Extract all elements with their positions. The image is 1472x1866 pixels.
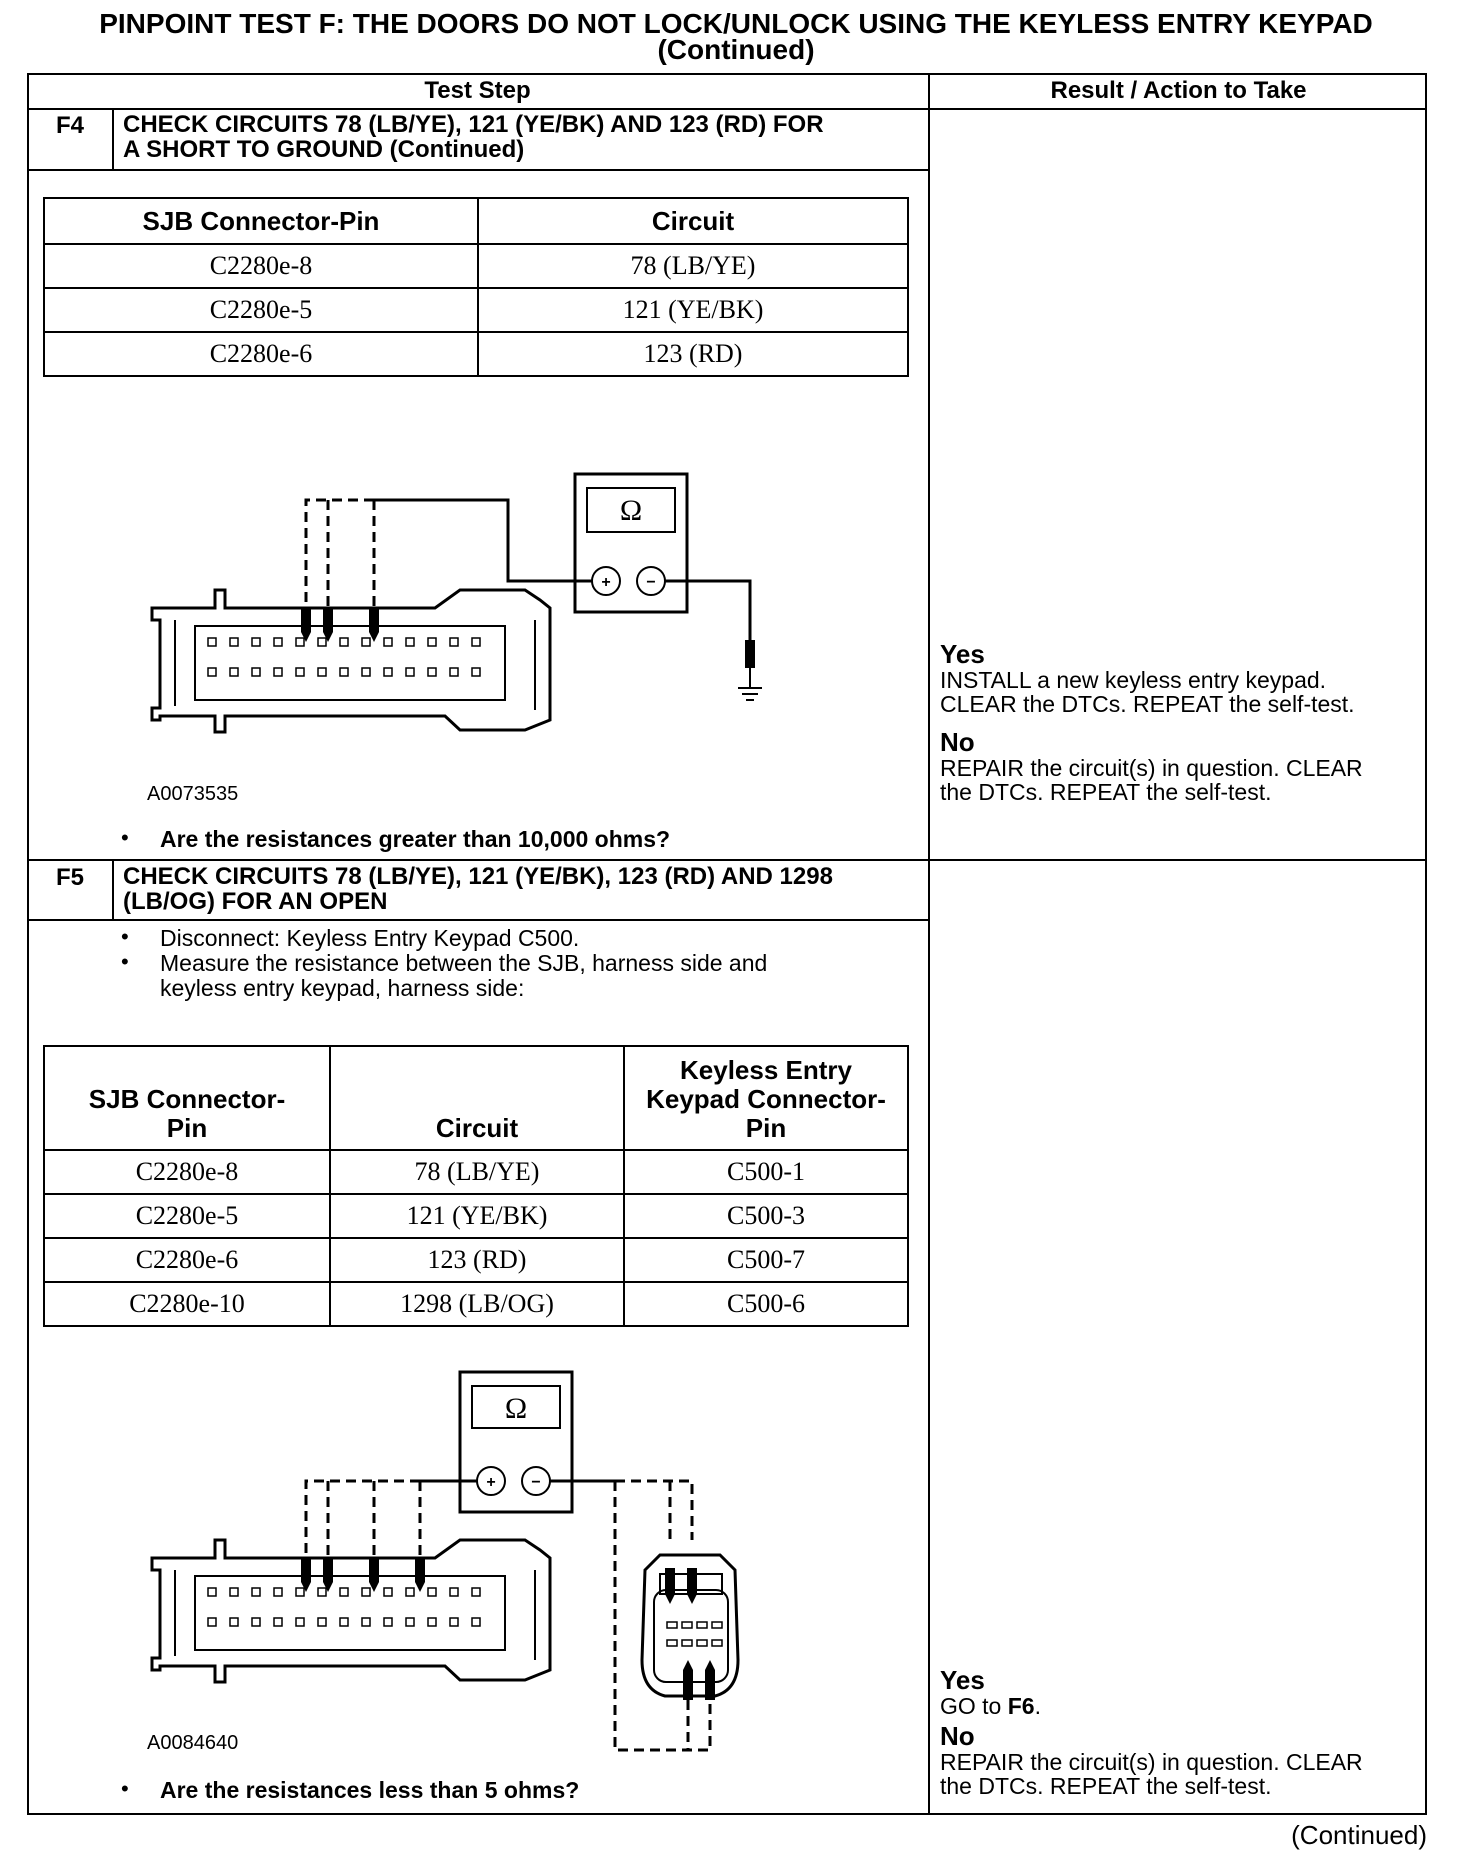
ground-probe-icon xyxy=(745,640,755,668)
f5-table-header-circuit: Circuit xyxy=(330,1046,624,1150)
f4-no-label: No xyxy=(940,727,975,757)
step-id-divider xyxy=(112,860,114,920)
sjb-connector-icon xyxy=(152,590,550,732)
f5-cell-circuit: 121 (YE/BK) xyxy=(330,1194,624,1238)
f5-yes-post: . xyxy=(1034,1693,1041,1719)
f4-step-title-line1: CHECK CIRCUITS 78 (LB/YE), 121 (YE/BK) AND 123 (RD) FOR xyxy=(123,111,824,138)
step-id-divider xyxy=(112,108,114,170)
f5-table-header-keypad-pin xyxy=(624,1046,908,1150)
header-test-step: Test Step xyxy=(424,77,531,104)
bullet-icon: • xyxy=(121,825,129,850)
f5-cell-circuit: 78 (LB/YE) xyxy=(330,1150,624,1194)
f5-cell-keypad-pin: C500-1 xyxy=(624,1150,908,1194)
f5-cell-sjb-pin: C2280e-6 xyxy=(44,1238,330,1282)
f5-yes-label: Yes xyxy=(940,1665,985,1695)
f5-yes-pre: GO to xyxy=(940,1693,1008,1719)
continued-footer: (Continued) xyxy=(1291,1820,1427,1850)
probe-tip-icon xyxy=(687,1568,697,1594)
f4-cell-circuit: 78 (LB/YE) xyxy=(478,244,908,288)
f5-bullet-measure-line1: Measure the resistance between the SJB, harness side and xyxy=(160,950,768,976)
f5-header-sjb-l1: SJB Connector- xyxy=(88,1084,286,1114)
f5-header-keypad-l2: Keypad Connector- xyxy=(646,1084,886,1114)
table-row xyxy=(44,288,908,332)
probe-tip-icon xyxy=(301,608,311,632)
f4-cell-circuit: 121 (YE/BK) xyxy=(478,288,908,332)
f4-yes-line2: CLEAR the DTCs. REPEAT the self-test. xyxy=(940,691,1355,717)
f4-table-header-circuit: Circuit xyxy=(478,198,908,244)
f5-cell-circuit: 1298 (LB/OG) xyxy=(330,1282,624,1326)
f5-wiring-diagram xyxy=(140,1360,780,1760)
bullet-icon: • xyxy=(121,1776,129,1801)
f5-cell-sjb-pin: C2280e-8 xyxy=(44,1150,330,1194)
f5-cell-keypad-pin: C500-6 xyxy=(624,1282,908,1326)
f5-cell-sjb-pin: C2280e-5 xyxy=(44,1194,330,1238)
f5-goto-link[interactable]: F6 xyxy=(1007,1693,1035,1719)
probe-tip-icon xyxy=(415,1558,425,1582)
svg-text:+: + xyxy=(486,1474,496,1491)
f5-cell-circuit: 123 (RD) xyxy=(330,1238,624,1282)
f5-cell-sjb-pin: C2280e-10 xyxy=(44,1282,330,1326)
f5-yes-line xyxy=(940,1694,1420,1718)
f5-circuit-table xyxy=(43,1045,909,1327)
header-result: Result / Action to Take xyxy=(1050,77,1307,104)
table-row xyxy=(44,1194,908,1238)
f4-figure-id: A0073535 xyxy=(147,783,239,805)
probe-tip-icon xyxy=(301,1558,311,1582)
probe-tip-icon xyxy=(323,608,333,632)
f5-table-header-sjb-pin xyxy=(44,1046,330,1150)
f4-step-title-line2: A SHORT TO GROUND (Continued) xyxy=(123,136,525,163)
f4-cell-circuit: 123 (RD) xyxy=(478,332,908,376)
f5-bullet-disconnect: Disconnect: Keyless Entry Keypad C500. xyxy=(160,925,580,951)
f5-step-id: F5 xyxy=(55,864,84,891)
table-row xyxy=(44,332,908,376)
bullet-icon: • xyxy=(121,949,129,974)
f4-wiring-diagram xyxy=(140,460,780,760)
f4-title-divider xyxy=(27,169,929,171)
f4-cell-pin: C2280e-6 xyxy=(44,332,478,376)
probe-tip-icon xyxy=(705,1670,715,1700)
f4-cell-pin: C2280e-5 xyxy=(44,288,478,332)
ohm-symbol: Ω xyxy=(504,1392,528,1425)
f4-result xyxy=(940,640,1420,804)
f5-no-label: No xyxy=(940,1721,975,1751)
f4-yes-line1: INSTALL a new keyless entry keypad. xyxy=(940,667,1327,693)
f5-bullet-measure-line2: keyless entry keypad, harness side: xyxy=(160,975,525,1001)
f4-no-line2: the DTCs. REPEAT the self-test. xyxy=(940,779,1272,805)
f4-step-id: F4 xyxy=(55,112,84,139)
f4-circuit-table xyxy=(43,197,909,377)
f4-f5-divider xyxy=(27,859,1427,861)
f5-title-divider xyxy=(27,919,929,921)
f5-cell-keypad-pin: C500-3 xyxy=(624,1194,908,1238)
sjb-connector-icon xyxy=(152,1540,550,1682)
page-subtitle: (Continued) xyxy=(657,34,815,65)
svg-text:−: − xyxy=(646,574,656,591)
column-divider xyxy=(928,73,930,1815)
svg-text:+: + xyxy=(601,574,611,591)
header-divider xyxy=(27,108,1427,110)
f5-header-keypad-l1: Keyless Entry xyxy=(680,1055,852,1085)
f5-result xyxy=(940,1666,1420,1798)
probe-tip-icon xyxy=(323,1558,333,1582)
svg-text:−: − xyxy=(531,1474,541,1491)
f4-cell-pin: C2280e-8 xyxy=(44,244,478,288)
table-row xyxy=(44,1282,908,1326)
ohm-symbol: Ω xyxy=(619,494,643,527)
f5-question: Are the resistances less than 5 ohms? xyxy=(160,1777,580,1803)
f5-step-title-line1: CHECK CIRCUITS 78 (LB/YE), 121 (YE/BK), 123 (RD) AND 1298 xyxy=(123,863,833,890)
f5-header-keypad-l3: Pin xyxy=(745,1113,787,1143)
f5-header-sjb-l2: Pin xyxy=(166,1113,208,1143)
ground-icon xyxy=(738,668,762,700)
f5-no-line2: the DTCs. REPEAT the self-test. xyxy=(940,1773,1272,1799)
page-title: PINPOINT TEST F: THE DOORS DO NOT LOCK/UNLOCK USING THE KEYLESS ENTRY KEYPAD xyxy=(99,8,1373,39)
f5-step-title-line2: (LB/OG) FOR AN OPEN xyxy=(123,888,388,915)
f4-question: Are the resistances greater than 10,000 ohms? xyxy=(160,826,671,852)
probe-tip-icon xyxy=(665,1568,675,1594)
f4-no-line1: REPAIR the circuit(s) in question. CLEAR xyxy=(940,755,1363,781)
table-row xyxy=(44,1238,908,1282)
probe-tip-icon xyxy=(683,1670,693,1700)
f5-figure-id: A0084640 xyxy=(147,1732,239,1754)
probe-tip-icon xyxy=(369,608,379,632)
bullet-icon: • xyxy=(121,924,129,949)
table-row xyxy=(44,1150,908,1194)
f4-table-header-pin: SJB Connector-Pin xyxy=(44,198,478,244)
f4-yes-label: Yes xyxy=(940,639,985,669)
probe-tip-icon xyxy=(369,1558,379,1582)
f5-cell-keypad-pin: C500-7 xyxy=(624,1238,908,1282)
f5-no-line1: REPAIR the circuit(s) in question. CLEAR xyxy=(940,1749,1363,1775)
table-row xyxy=(44,244,908,288)
